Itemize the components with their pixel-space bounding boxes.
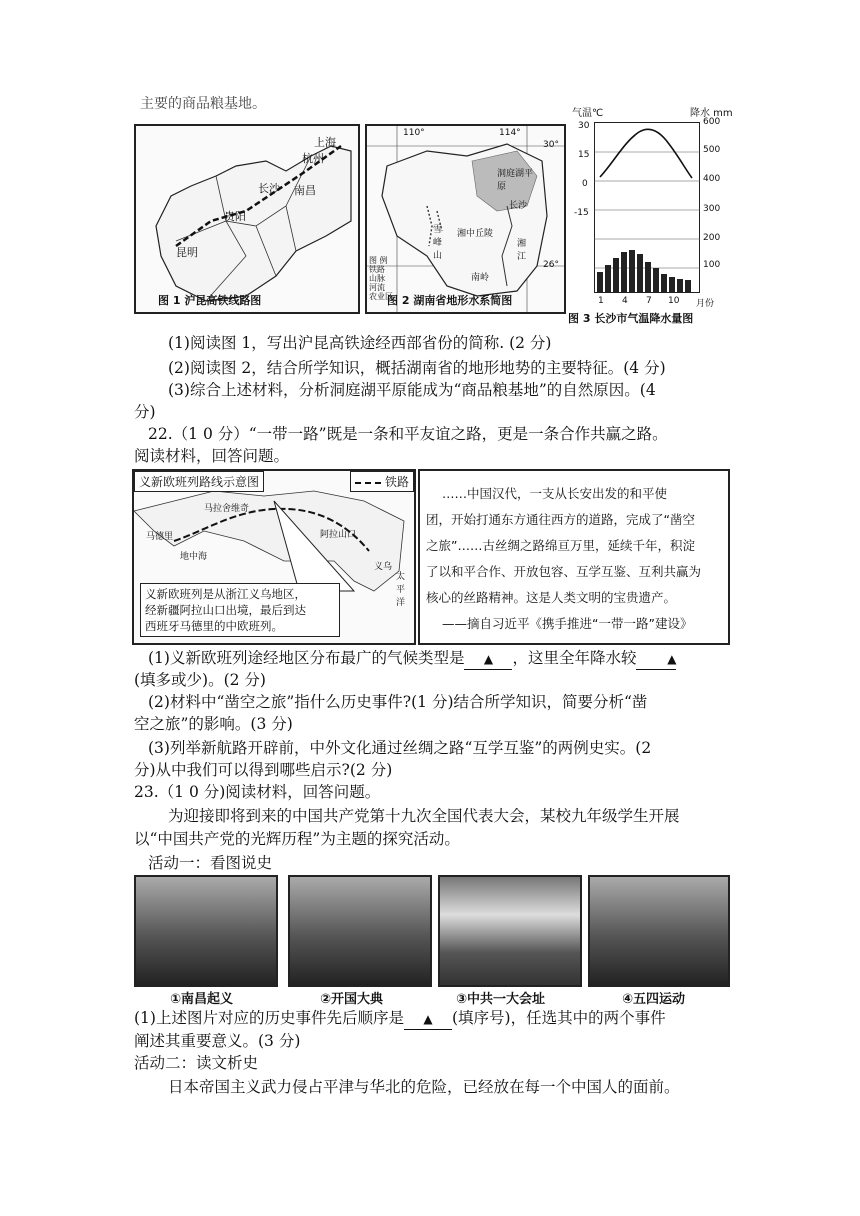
photo-caption-1: ①南昌起义 (170, 992, 234, 1007)
fig3-x-1: 1 (598, 296, 604, 306)
quote-line-4: 了以和平合作、开放包容、互学互鉴、互利共赢为 (426, 564, 702, 579)
q21-2: (2)阅读图 2，结合所学知识，概括湖南省的地形地势的主要特征。(4 分) (168, 359, 666, 377)
fig1-city-6: 昆明 (176, 246, 198, 259)
quote-line-5: 核心的丝路精神。这是人类文明的宝贵遗产。 (426, 590, 677, 605)
fig2-lat-1: 30° (543, 140, 559, 150)
figure-1-map (134, 124, 360, 314)
fig2-caption: 图 2 湖南省地形水系简图 (387, 294, 513, 307)
map-label-med: 地中海 (180, 552, 208, 562)
fig2-lon-1: 110° (403, 128, 425, 138)
q22-1-line2: (填多或少)。(2 分) (134, 671, 266, 689)
fig1-caption: 图 1 沪昆高铁线路图 (158, 294, 262, 307)
fig2-label-6: 南岭 (471, 273, 490, 283)
q22-intro-b: 阅读材料，回答问题。 (134, 447, 290, 465)
q21-3a: (3)综合上述材料，分析洞庭湖平原能成为“商品粮基地”的自然原因。(4 (168, 381, 656, 399)
fig2-lat-2: 26° (543, 260, 559, 270)
figure-3-chart (566, 100, 732, 326)
q22-1-text-b: ，这里全年降水较 (512, 649, 637, 667)
q23-1-line2: 阐述其重要意义。(3 分) (134, 1032, 301, 1050)
fig2-label-1: 洞庭湖平原 (497, 169, 534, 192)
fig3-left-axis-title: 气温℃ (572, 108, 604, 119)
q22-2b: 空之旅”的影响。(3 分) (134, 715, 293, 733)
q22-intro-a: 22.（1 0 分）“一带一路”既是一条和平友谊之路，更是一条合作共赢之路。 (148, 425, 668, 443)
q22-1-text-a: (1)义新欧班列途经地区分布最广的气候类型是 (148, 649, 465, 667)
q23-1-text-a: (1)上述图片对应的历史事件先后顺序是 (134, 1009, 404, 1027)
q23-p2: 日本帝国主义武力侵占平津与华北的危险，已经放在每一个中国人的面前。 (168, 1078, 680, 1096)
map-label-pacific: 太平洋 (396, 572, 406, 608)
fig2-label-3: 雪峰山 (433, 225, 443, 261)
q21-1: (1)阅读图 1，写出沪昆高铁途经西部省份的简称. (2 分) (168, 334, 552, 352)
photo-caption-2: ②开国大典 (320, 992, 384, 1007)
silk-railway-map (132, 469, 416, 645)
q23-activity-1: 活动一：看图说史 (148, 854, 273, 872)
fig3-x-4: 10 (668, 296, 680, 306)
photo-caption-3: ③中共一大会址 (456, 992, 546, 1007)
fig2-label-2: 长沙 (509, 201, 528, 211)
fig2-label-4: 湘中丘陵 (457, 229, 494, 239)
fig3-lt-3: 0 (582, 179, 588, 189)
map-note-line: 经新疆阿拉山口出境，最后到达 (145, 603, 306, 617)
fig3-lt-4: -15 (574, 208, 589, 218)
photo-caption-4: ④五四运动 (622, 992, 686, 1007)
fig3-rt-3: 400 (703, 174, 721, 184)
map-legend (350, 471, 414, 492)
fig3-rt-6: 100 (703, 260, 721, 270)
q23-1-line1 (134, 1008, 666, 1030)
quote-line-2: 团，开始打通东方通往西方的道路，完成了“凿空 (426, 512, 695, 527)
fig3-rt-2: 500 (703, 145, 721, 155)
answer-blank-1[interactable] (464, 648, 512, 670)
fig3-rt-5: 200 (703, 233, 721, 243)
fig3-lt-2: 15 (578, 150, 590, 160)
map-label-malaszewicze: 马拉舍维奇 (204, 504, 250, 514)
legend-river: 河流 (369, 283, 385, 292)
blank-marker: ▲ (423, 1012, 433, 1026)
fig1-city-5: 贵阳 (224, 210, 246, 223)
legend-title: 图 例 (369, 256, 388, 265)
fig3-lt-1: 30 (578, 121, 590, 131)
legend-farm: 农业区 (369, 292, 393, 301)
q22-1-line1 (148, 648, 676, 670)
q23-activity-2: 活动二：读文析史 (134, 1054, 259, 1072)
fig1-city-2: 杭州 (302, 152, 324, 165)
quote-line-3: 之旅”……古丝绸之路绵亘万里，延续千年，积淀 (426, 538, 695, 553)
photo-founding-ceremony (288, 875, 432, 987)
fig3-x-3: 7 (646, 296, 652, 306)
fig1-city-1: 上海 (314, 136, 336, 149)
map-label-alashankou: 阿拉山口 (320, 530, 357, 540)
q23-intro: 23.（1 0 分)阅读材料，回答问题。 (134, 783, 381, 801)
fig3-right-axis-title: 降水 mm (690, 108, 733, 119)
blank-marker: ▲ (667, 652, 677, 666)
fig1-city-3: 南昌 (294, 184, 316, 197)
q23-p1a: 为迎接即将到来的中国共产党第十九次全国代表大会，某校九年级学生开展 (168, 807, 680, 825)
q23-p1b: 以“中国共产党的光辉历程”为主题的探究活动。 (134, 830, 460, 848)
map-legend-label: 铁路 (384, 475, 409, 489)
map-label-yiwu: 义乌 (374, 562, 393, 572)
photo-first-congress-site (438, 875, 582, 987)
fig3-x-unit: 月份 (696, 299, 715, 309)
map-note (140, 583, 340, 637)
figure-1-svg (136, 126, 358, 312)
q22-3b: 分)从中我们可以得到哪些启示?(2 分) (134, 761, 393, 779)
q21-3b: 分) (134, 403, 156, 421)
quote-source: ——摘自习近平《携手推进“一带一路”建设》 (442, 616, 693, 631)
map-note-line: 义新欧班列是从浙江义乌地区， (145, 587, 306, 601)
fig3-rt-1: 600 (703, 117, 721, 127)
legend-mountain: 山脉 (369, 274, 385, 283)
fig2-lon-2: 114° (499, 128, 521, 138)
answer-blank-2[interactable] (636, 648, 676, 670)
legend-railway: 铁路 (369, 265, 385, 274)
q23-1-text-b: (填序号)，任选其中的两个事件 (451, 1009, 666, 1027)
fig3-caption: 图 3 长沙市气温降水量图 (568, 312, 694, 325)
top-fragment: 主要的商品粮基地。 (140, 96, 266, 112)
railway-legend-icon (355, 482, 381, 484)
q22-2a: (2)材料中“凿空之旅”指什么历史事件?(1 分)结合所学知识，简要分析“凿 (148, 693, 648, 711)
q22-3a: (3)列举新航路开辟前，中外文化通过丝绸之路“互学互鉴”的两例史实。(2 (148, 739, 652, 757)
quote-line-1: ……中国汉代，一支从长安出发的和平使 (442, 486, 668, 501)
blank-marker: ▲ (483, 652, 494, 666)
fig1-city-4: 长沙 (258, 182, 280, 195)
fig3-rt-4: 300 (703, 204, 721, 214)
figure-2-map (365, 124, 566, 314)
fig2-label-5: 湘江 (517, 239, 527, 262)
photo-may-fourth (588, 875, 730, 987)
map-label-madrid: 马德里 (146, 532, 174, 542)
answer-blank-3[interactable] (404, 1008, 452, 1030)
map-note-line: 西班牙马德里的中欧班列。 (145, 619, 283, 633)
fig3-x-2: 4 (622, 296, 628, 306)
fig3-plot-area (594, 122, 700, 294)
photo-nanchang-uprising (134, 875, 278, 987)
quote-box (418, 469, 730, 645)
map-title: 义新欧班列路线示意图 (134, 471, 264, 492)
